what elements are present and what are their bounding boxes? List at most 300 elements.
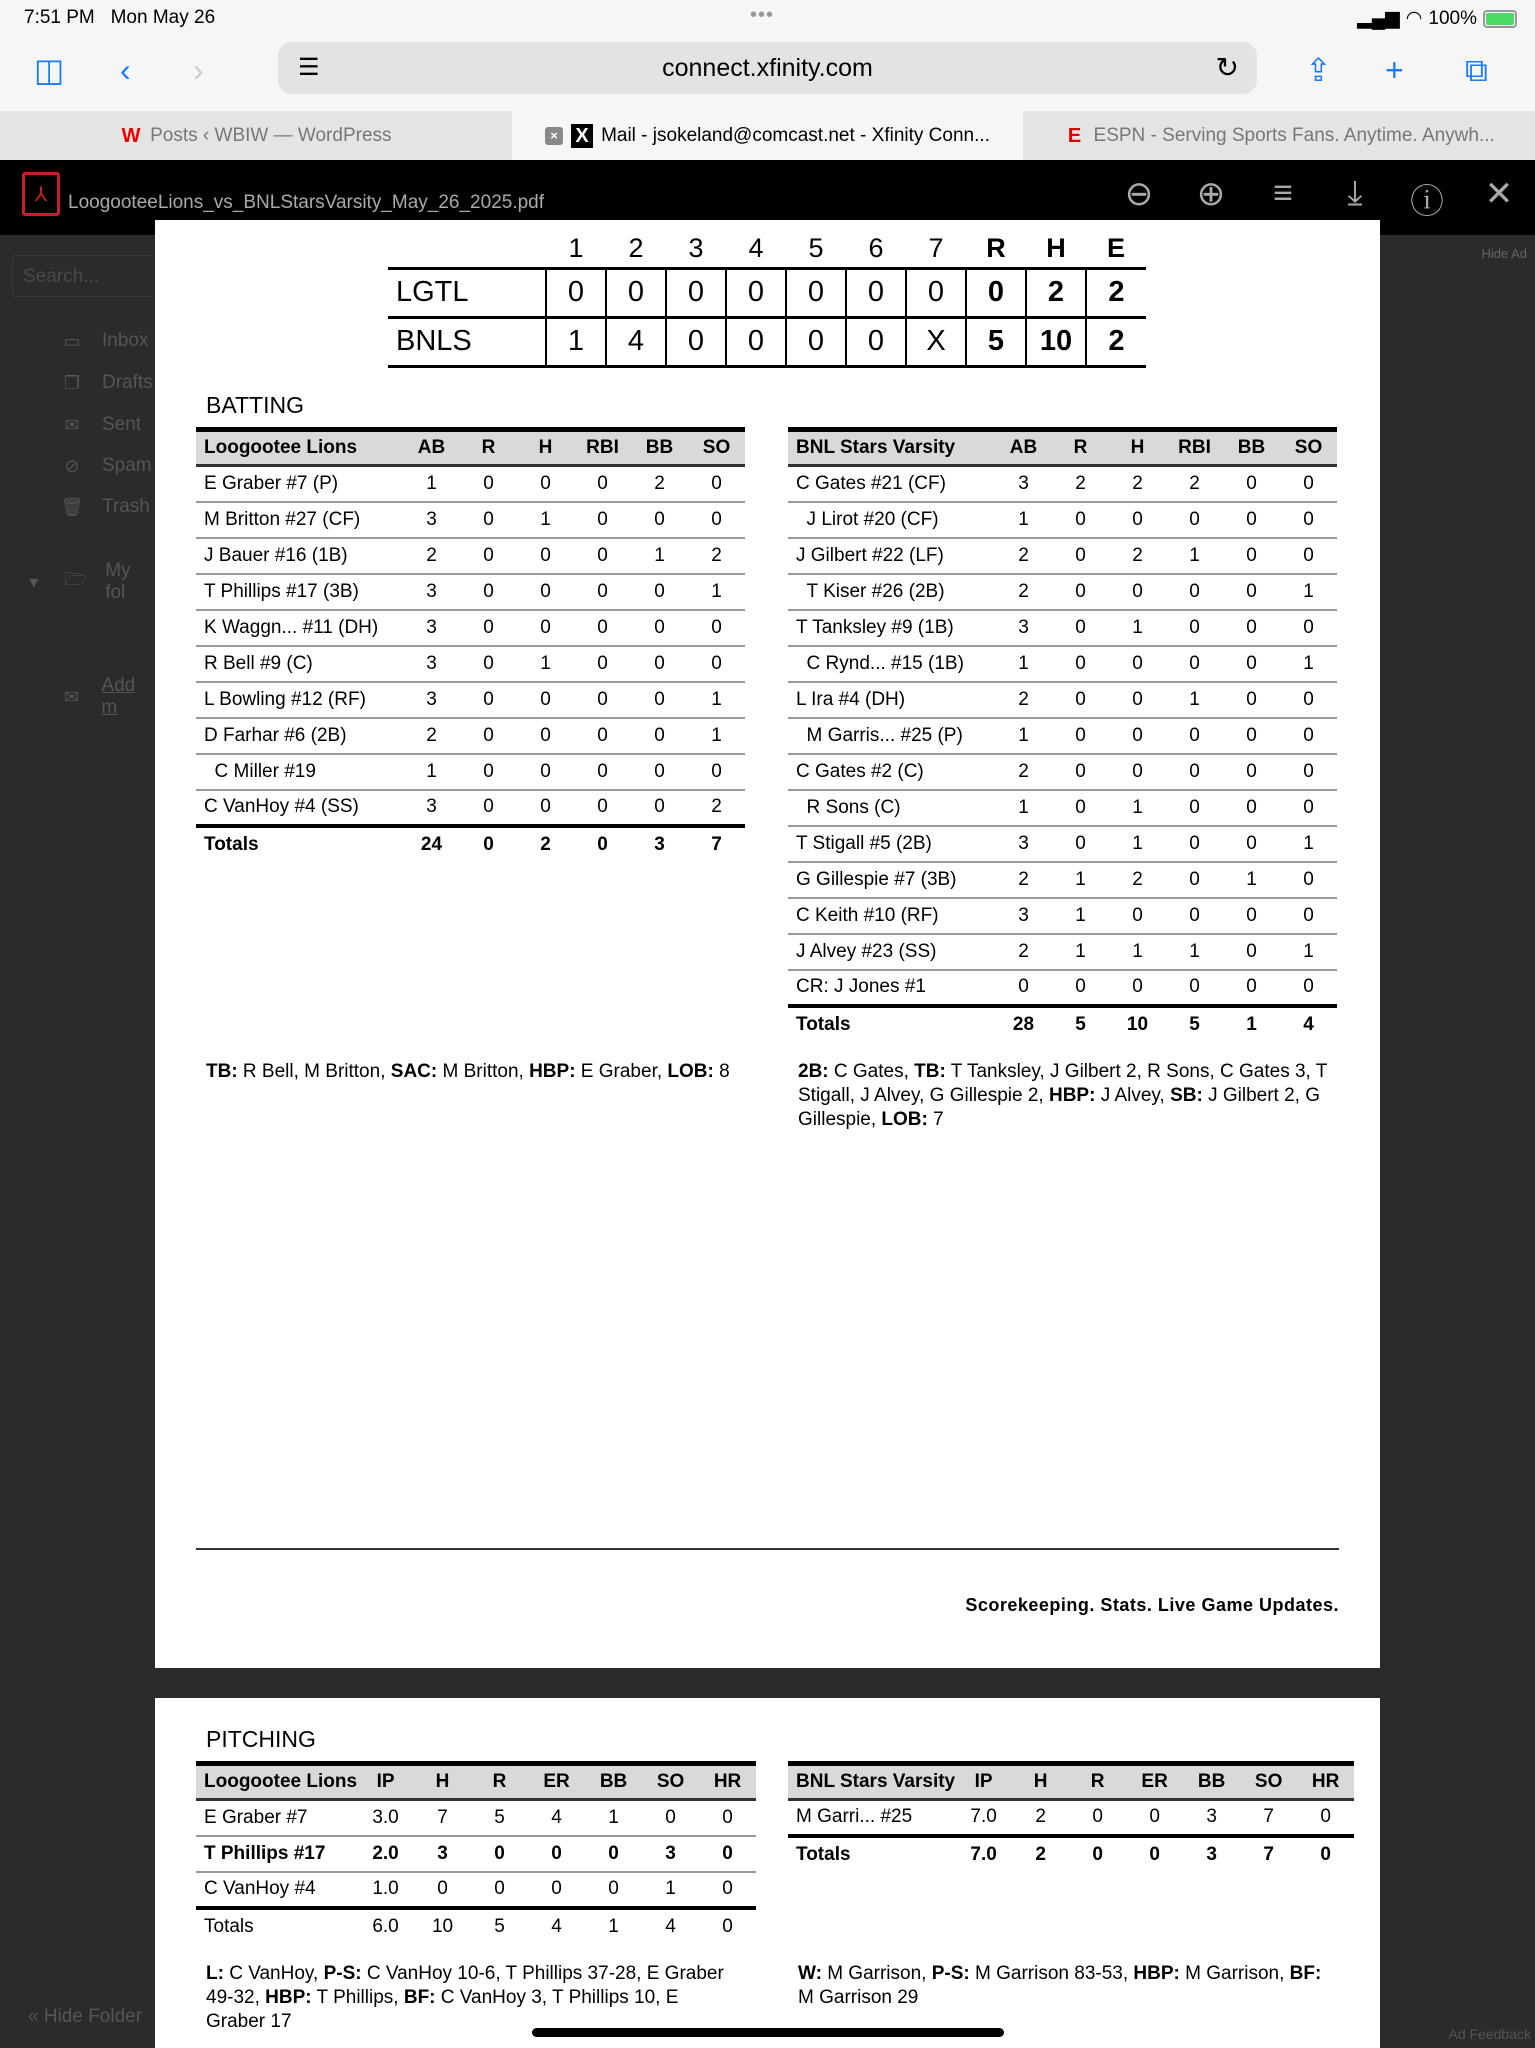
stat-cell: 0 bbox=[574, 538, 631, 574]
xfinity-icon: X bbox=[571, 124, 593, 148]
stat-cell: 0 bbox=[1189, 976, 1200, 997]
stat-cell: 0 bbox=[1297, 1836, 1354, 1872]
pitching-title: PITCHING bbox=[206, 1726, 316, 1752]
hide-folders-button[interactable]: « Hide Folder bbox=[28, 2006, 143, 2027]
note-label: W: bbox=[798, 1963, 822, 1984]
stat-cell: 0 bbox=[1280, 718, 1337, 754]
table-row bbox=[196, 574, 745, 610]
stat-cell: 0 bbox=[1166, 754, 1223, 790]
stat-cell: 1 bbox=[1109, 610, 1166, 646]
stat-cell: 0 bbox=[517, 754, 574, 790]
stat-cell: 4 bbox=[528, 1800, 585, 1836]
stat-cell: 0 bbox=[574, 646, 631, 682]
score-cell: 1 bbox=[568, 232, 584, 263]
spam-icon: ⊘ bbox=[64, 455, 80, 476]
stat-cell: 0 bbox=[460, 466, 517, 502]
player-name: L Ira #4 (DH) bbox=[788, 682, 995, 718]
score-cell: 0 bbox=[666, 268, 726, 317]
sidebar-toggle-icon[interactable]: ◫ bbox=[34, 52, 65, 88]
stat-cell: 0 bbox=[1280, 538, 1337, 574]
stat-cell: 0 bbox=[1223, 610, 1280, 646]
folder-open-icon: 🗁 bbox=[64, 569, 87, 589]
score-cell: X bbox=[906, 317, 966, 366]
stat-cell: 0 bbox=[1052, 826, 1109, 862]
stat-cell: 0 bbox=[699, 1908, 756, 1944]
stat-cell: BB bbox=[631, 430, 688, 466]
stat-cell: ER bbox=[1126, 1764, 1183, 1800]
player-name: T Kiser #26 (2B) bbox=[788, 574, 995, 610]
table-row bbox=[788, 610, 1337, 646]
stat-cell: 0 bbox=[1052, 646, 1109, 682]
score-cell: 0 bbox=[546, 268, 606, 317]
stat-cell: 1 bbox=[1109, 790, 1166, 826]
note-value: M Britton, bbox=[437, 1061, 530, 1082]
note-value: M Garrison, bbox=[1179, 1963, 1290, 1984]
stat-cell: 3 bbox=[995, 826, 1052, 862]
back-icon[interactable]: ‹ bbox=[120, 52, 131, 88]
close-icon[interactable]: ✕ bbox=[1484, 175, 1514, 213]
table-row bbox=[788, 826, 1337, 862]
stat-cell: 0 bbox=[517, 610, 574, 646]
stat-cell: 0 bbox=[517, 718, 574, 754]
player-name: C Miller #19 bbox=[196, 754, 403, 790]
player-name: M Garris... #25 (P) bbox=[788, 718, 995, 754]
stat-cell: 0 bbox=[1052, 754, 1109, 790]
stat-cell: 0 bbox=[1052, 538, 1109, 574]
stat-cell: 0 bbox=[1223, 682, 1280, 718]
player-name: BNL Stars Varsity bbox=[788, 430, 995, 466]
note-label: SAC: bbox=[390, 1061, 438, 1082]
stat-cell: 0 bbox=[551, 1878, 562, 1899]
pitching-table-loogootee bbox=[196, 1761, 756, 1944]
batting-title: BATTING bbox=[206, 392, 304, 418]
stat-cell: 0 bbox=[1223, 826, 1280, 862]
browser-toolbar bbox=[0, 36, 1535, 111]
page-menu-icon[interactable]: ☰ bbox=[298, 54, 320, 81]
stat-cell: 0 bbox=[460, 538, 517, 574]
tabs-overview-icon[interactable]: ⧉ bbox=[1465, 52, 1488, 88]
folder-inbox[interactable]: ▭ Inbox bbox=[60, 330, 148, 352]
address-bar[interactable] bbox=[278, 42, 1257, 94]
table-row bbox=[196, 718, 745, 754]
player-name: CR: J Jones #1 bbox=[796, 976, 926, 997]
stat-cell: 0 bbox=[460, 718, 517, 754]
player-name: Totals bbox=[788, 1836, 955, 1872]
stat-cell: 0 bbox=[1132, 976, 1143, 997]
note-label: TB: bbox=[914, 1061, 946, 1082]
score-cell: 5 bbox=[808, 232, 824, 263]
pdf-page-1 bbox=[155, 220, 1380, 1668]
note-value: J Gilbert 2, G Gillespie, bbox=[798, 1085, 1320, 1130]
stat-cell: 0 bbox=[631, 574, 688, 610]
stat-cell: 0 bbox=[540, 796, 551, 817]
stat-cell: 3 bbox=[631, 826, 688, 862]
stat-cell: 1 bbox=[995, 502, 1052, 538]
note-label: BF: bbox=[403, 1987, 436, 2008]
share-icon[interactable]: ⇪ bbox=[1305, 52, 1332, 88]
stat-cell: 0 bbox=[1166, 502, 1223, 538]
stat-cell: 0 bbox=[1052, 718, 1109, 754]
score-cell: 0 bbox=[786, 317, 846, 366]
stat-cell: 1 bbox=[1166, 682, 1223, 718]
espn-icon: E bbox=[1067, 124, 1082, 147]
stat-cell: 0 bbox=[1246, 976, 1257, 997]
stat-cell: 0 bbox=[1069, 1836, 1126, 1872]
player-name: Totals bbox=[196, 1908, 357, 1944]
stat-cell: 0 bbox=[1109, 754, 1166, 790]
note-value: 8 bbox=[713, 1061, 730, 1082]
stat-cell: 0 bbox=[1223, 934, 1280, 970]
stat-cell: 1 bbox=[517, 646, 574, 682]
stat-cell: 0 bbox=[654, 796, 665, 817]
stat-cell: 0 bbox=[1223, 502, 1280, 538]
team-name: BNLS bbox=[388, 317, 546, 366]
table-row bbox=[788, 538, 1337, 574]
stat-cell: 0 bbox=[460, 826, 517, 862]
stat-cell: 7.0 bbox=[970, 1806, 997, 1828]
stat-cell: HR bbox=[699, 1764, 756, 1800]
stat-cell: 7 bbox=[1263, 1806, 1274, 1828]
url-text: connect.xfinity.com bbox=[662, 54, 873, 82]
pitching-notes-loogootee bbox=[206, 1962, 736, 2034]
stat-cell: 2 bbox=[995, 754, 1052, 790]
stat-cell: 0 bbox=[1052, 610, 1109, 646]
footer-divider bbox=[196, 1548, 1339, 1550]
table-row bbox=[788, 502, 1337, 538]
table-row bbox=[788, 970, 1337, 1006]
stat-cell: 0 bbox=[631, 502, 688, 538]
caret-down-icon: ▾ bbox=[29, 571, 39, 592]
note-value: C VanHoy 3, T Phillips 10, E Graber 17 bbox=[206, 1987, 679, 2032]
stat-cell: 0 bbox=[688, 610, 745, 646]
stat-cell: 0 bbox=[1052, 574, 1109, 610]
score-cell: 0 bbox=[726, 317, 786, 366]
totals-row bbox=[196, 826, 745, 862]
stat-cell: 0 bbox=[1280, 610, 1337, 646]
stat-cell: 1 bbox=[1109, 826, 1166, 862]
stat-cell: 0 bbox=[471, 1836, 528, 1872]
stat-cell: 0 bbox=[1223, 898, 1280, 934]
table-row bbox=[196, 466, 745, 502]
note-value: T Tanksley, J Gilbert 2, R Sons, C Gates 3, T Stigall, J Alvey, G Gillespie 2, bbox=[798, 1061, 1328, 1106]
note-label: P-S: bbox=[323, 1963, 362, 1984]
tab-mail[interactable]: × X Mail - jsokeland@comcast.net - Xfinity Conn... bbox=[512, 111, 1024, 160]
score-cell: 6 bbox=[868, 232, 884, 263]
stat-cell: 0 bbox=[528, 1836, 585, 1872]
note-value: C Gates, bbox=[828, 1061, 915, 1082]
stat-cell: 0 bbox=[1166, 646, 1223, 682]
stat-cell: 0 bbox=[574, 574, 631, 610]
note-label: TB: bbox=[206, 1061, 238, 1082]
table-row bbox=[196, 1836, 756, 1872]
note-label: L: bbox=[206, 1963, 224, 1984]
stat-cell: 5 bbox=[1052, 1006, 1109, 1042]
my-folders[interactable]: ▾ 🗁 My fol bbox=[22, 560, 155, 604]
player-name: K Waggn... #11 (DH) bbox=[196, 610, 403, 646]
folder-sent[interactable]: ✉ Sent bbox=[60, 414, 141, 436]
stat-cell: 1 bbox=[585, 1908, 642, 1944]
stat-cell: 7.0 bbox=[955, 1836, 1012, 1872]
stat-cell: 0 bbox=[460, 610, 517, 646]
stat-cell: 2 bbox=[517, 826, 574, 862]
stat-cell: 3 bbox=[403, 646, 460, 682]
stat-cell: 1 bbox=[1280, 826, 1337, 862]
stat-cell: 3 bbox=[414, 1836, 471, 1872]
sent-icon: ✉ bbox=[64, 414, 80, 435]
stat-cell: 2 bbox=[1109, 862, 1166, 898]
note-value: 7 bbox=[927, 1109, 944, 1130]
stat-cell: 0 bbox=[1126, 1836, 1183, 1872]
player-name: T Stigall #5 (2B) bbox=[788, 826, 995, 862]
stat-cell: 3 bbox=[426, 796, 437, 817]
score-cell: 3 bbox=[688, 232, 704, 263]
stat-cell: 3 bbox=[403, 682, 460, 718]
add-mail-link[interactable]: ✉ Add m bbox=[60, 675, 155, 719]
stat-cell: 0 bbox=[574, 718, 631, 754]
stat-cell: 1 bbox=[1166, 934, 1223, 970]
player-name: J Bauer #16 (1B) bbox=[196, 538, 403, 574]
stat-cell: 0 bbox=[585, 1836, 642, 1872]
stat-cell: 1 bbox=[1223, 862, 1280, 898]
table-row bbox=[196, 790, 745, 826]
footer-tagline: Scorekeeping. Stats. Live Game Updates. bbox=[965, 1595, 1339, 1615]
stat-cell: 2.0 bbox=[357, 1836, 414, 1872]
pitching-notes-bnl bbox=[798, 1962, 1328, 2010]
stat-cell: 2 bbox=[1012, 1836, 1069, 1872]
stat-cell: 3 bbox=[995, 610, 1052, 646]
stat-cell: 0 bbox=[1166, 862, 1223, 898]
stat-cell: SO bbox=[1280, 430, 1337, 466]
stat-cell: 0 bbox=[631, 682, 688, 718]
stat-cell: 0 bbox=[1052, 682, 1109, 718]
score-cell: 4 bbox=[606, 317, 666, 366]
stat-cell: BB bbox=[585, 1764, 642, 1800]
wbiw-icon: W bbox=[121, 124, 141, 147]
drafts-icon: ❐ bbox=[63, 372, 81, 393]
stat-cell: 0 bbox=[517, 466, 574, 502]
stat-cell: 1 bbox=[1280, 646, 1337, 682]
stat-cell: 0 bbox=[1166, 718, 1223, 754]
stat-cell: 0 bbox=[1092, 1806, 1103, 1828]
table-header bbox=[788, 1764, 1354, 1800]
search-input[interactable]: Search... bbox=[12, 255, 162, 297]
stat-cell: ER bbox=[528, 1764, 585, 1800]
table-row bbox=[196, 682, 745, 718]
stat-cell: 0 bbox=[1280, 466, 1337, 502]
zoom-in-icon[interactable]: ⊕ bbox=[1196, 175, 1226, 213]
stat-cell: 28 bbox=[995, 1006, 1052, 1042]
folder-trash[interactable]: 🗑 Trash bbox=[60, 496, 150, 517]
player-name: R Bell #9 (C) bbox=[196, 646, 403, 682]
stat-cell: 1 bbox=[403, 754, 460, 790]
stat-cell: 5 bbox=[1166, 1006, 1223, 1042]
note-label: HBP: bbox=[1048, 1085, 1096, 1106]
stat-cell: 10 bbox=[1109, 1006, 1166, 1042]
stat-cell: 0 bbox=[631, 718, 688, 754]
batting-notes-bnl bbox=[798, 1060, 1328, 1132]
note-value: E Graber, bbox=[575, 1061, 668, 1082]
player-name: Totals bbox=[196, 826, 403, 862]
stat-cell: 0 bbox=[1280, 790, 1337, 826]
table-row bbox=[788, 646, 1337, 682]
player-name: C VanHoy #4 bbox=[204, 1878, 316, 1899]
stat-cell: 3 bbox=[1183, 1836, 1240, 1872]
player-name: BNL Stars Varsity bbox=[788, 1764, 955, 1800]
stat-cell: 0 bbox=[1223, 466, 1280, 502]
stat-cell: 2 bbox=[995, 862, 1052, 898]
stat-cell: 2 bbox=[995, 682, 1052, 718]
stat-cell: 2 bbox=[1109, 538, 1166, 574]
stat-cell: SO bbox=[688, 430, 745, 466]
stat-cell: R bbox=[1069, 1764, 1126, 1800]
stat-cell: 0 bbox=[1280, 682, 1337, 718]
stat-cell: IP bbox=[357, 1764, 414, 1800]
stat-cell: 1 bbox=[585, 1800, 642, 1836]
player-name: D Farhar #6 (2B) bbox=[196, 718, 403, 754]
player-name: T Phillips #17 bbox=[196, 1836, 357, 1872]
tab-wordpress[interactable]: W Posts ‹ WBIW — WordPress bbox=[121, 124, 392, 147]
home-indicator[interactable] bbox=[532, 2028, 1004, 2037]
forward-icon[interactable]: › bbox=[193, 52, 204, 88]
player-name: T Tanksley #9 (1B) bbox=[788, 610, 995, 646]
stat-cell: 0 bbox=[1109, 682, 1166, 718]
stat-cell: 0 bbox=[1018, 976, 1029, 997]
multitask-dots[interactable]: ••• bbox=[750, 4, 775, 26]
score-cell: 0 bbox=[606, 268, 666, 317]
hide-ad-link[interactable]: Hide Ad bbox=[1481, 246, 1527, 261]
stat-cell: 0 bbox=[460, 574, 517, 610]
tab-bar bbox=[0, 111, 1535, 160]
stat-cell: 0 bbox=[517, 538, 574, 574]
folder-spam[interactable]: ⊘ Spam bbox=[60, 455, 152, 477]
stat-cell: 0 bbox=[494, 1878, 505, 1899]
wifi-icon: ◠ bbox=[1405, 8, 1423, 29]
stat-cell: 5 bbox=[471, 1800, 528, 1836]
score-cell: 2 bbox=[1086, 317, 1146, 366]
new-tab-icon[interactable]: + bbox=[1385, 52, 1404, 88]
stat-cell: 0 bbox=[460, 502, 517, 538]
ad-feedback-link[interactable]: Ad Feedback bbox=[1448, 2026, 1531, 2042]
folder-drafts[interactable]: ❐ Drafts bbox=[60, 372, 153, 394]
download-icon[interactable]: ⤓ bbox=[1347, 174, 1363, 212]
player-name: C Gates #21 (CF) bbox=[788, 466, 995, 502]
stat-cell: 0 bbox=[517, 682, 574, 718]
stat-cell: 0 bbox=[1166, 790, 1223, 826]
stat-cell: H bbox=[517, 430, 574, 466]
stat-cell: 0 bbox=[1109, 574, 1166, 610]
stat-cell: 4 bbox=[528, 1908, 585, 1944]
reload-icon[interactable]: ↻ bbox=[1215, 52, 1239, 83]
stat-cell: 0 bbox=[1166, 610, 1223, 646]
info-icon[interactable]: ⓘ bbox=[1410, 183, 1444, 221]
stat-cell: 7 bbox=[1240, 1836, 1297, 1872]
note-value: C VanHoy, bbox=[223, 1963, 324, 1984]
pdf-file-icon: ⅄ bbox=[22, 172, 60, 216]
stat-cell: 2 bbox=[688, 538, 745, 574]
stat-cell: 1 bbox=[688, 718, 745, 754]
mail-sidebar bbox=[0, 235, 155, 2048]
stat-cell: 0 bbox=[699, 1836, 756, 1872]
batting-notes-loogootee bbox=[206, 1060, 736, 1084]
score-cell: 5 bbox=[966, 317, 1026, 366]
stat-cell: 0 bbox=[1223, 718, 1280, 754]
status-bar bbox=[0, 0, 1535, 36]
tab-espn[interactable]: E ESPN - Serving Sports Fans. Anytime. Anywh... bbox=[1023, 111, 1535, 160]
stat-cell: 3.0 bbox=[357, 1800, 414, 1836]
note-value: J Alvey, bbox=[1095, 1085, 1171, 1106]
stat-cell: 1.0 bbox=[372, 1878, 399, 1899]
score-cell: 2 bbox=[628, 232, 644, 263]
player-name: R Sons (C) bbox=[788, 790, 995, 826]
player-name: E Graber #7 (P) bbox=[196, 466, 403, 502]
stat-cell: 1 bbox=[1052, 934, 1109, 970]
pdf-page-2 bbox=[155, 1698, 1380, 2048]
zoom-out-icon[interactable]: ⊖ bbox=[1124, 175, 1154, 213]
stat-cell: 0 bbox=[608, 1878, 619, 1899]
stat-cell: BB bbox=[1183, 1764, 1240, 1800]
table-row bbox=[196, 646, 745, 682]
table-row bbox=[788, 718, 1337, 754]
score-cell: 0 bbox=[906, 268, 966, 317]
stat-cell: 4 bbox=[1280, 1006, 1337, 1042]
stat-cell: RBI bbox=[574, 430, 631, 466]
stat-cell: 0 bbox=[699, 1800, 756, 1836]
totals-row bbox=[196, 1908, 756, 1944]
stat-cell: 3 bbox=[403, 610, 460, 646]
player-name: T Phillips #17 (3B) bbox=[196, 574, 403, 610]
stat-cell: 2 bbox=[1035, 1806, 1046, 1828]
stat-cell: H bbox=[1012, 1764, 1069, 1800]
score-cell: H bbox=[1046, 232, 1066, 263]
note-label: 2B: bbox=[798, 1061, 829, 1082]
stat-cell: 0 bbox=[631, 610, 688, 646]
pdf-filename: LoogooteeLions_vs_BNLStarsVarsity_May_26_2025.pdf bbox=[68, 192, 545, 213]
stat-cell: 0 bbox=[574, 682, 631, 718]
batting-table-loogootee bbox=[196, 427, 745, 862]
player-name: C Rynd... #15 (1B) bbox=[788, 646, 995, 682]
line-score-row bbox=[388, 268, 1146, 317]
stat-cell: 1 bbox=[665, 1878, 676, 1899]
table-row bbox=[196, 1872, 756, 1908]
menu-icon[interactable]: ≡ bbox=[1273, 174, 1293, 212]
score-cell: 0 bbox=[846, 268, 906, 317]
stat-cell: 0 bbox=[1303, 976, 1314, 997]
stat-cell: 1 bbox=[1052, 898, 1109, 934]
stat-cell: 1 bbox=[1109, 934, 1166, 970]
stat-cell: 0 bbox=[1320, 1806, 1331, 1828]
score-cell: 10 bbox=[1026, 317, 1086, 366]
stat-cell: 0 bbox=[597, 796, 608, 817]
stat-cell: 0 bbox=[631, 754, 688, 790]
stat-cell: 0 bbox=[460, 682, 517, 718]
stat-cell: 0 bbox=[483, 796, 494, 817]
stat-cell: 3 bbox=[995, 898, 1052, 934]
stat-cell: 0 bbox=[1280, 502, 1337, 538]
stat-cell: 3 bbox=[403, 502, 460, 538]
player-name: G Gillespie #7 (3B) bbox=[788, 862, 995, 898]
note-label: P-S: bbox=[931, 1963, 970, 1984]
stat-cell: 1 bbox=[1166, 538, 1223, 574]
stat-cell: 0 bbox=[1223, 646, 1280, 682]
close-tab-icon[interactable]: × bbox=[545, 127, 563, 145]
stat-cell: 4 bbox=[642, 1908, 699, 1944]
stat-cell: 2 bbox=[1166, 466, 1223, 502]
line-score-row bbox=[388, 317, 1146, 366]
note-label: SB: bbox=[1170, 1085, 1203, 1106]
stat-cell: R bbox=[1052, 430, 1109, 466]
stat-cell: 0 bbox=[1109, 502, 1166, 538]
table-row bbox=[196, 754, 745, 790]
